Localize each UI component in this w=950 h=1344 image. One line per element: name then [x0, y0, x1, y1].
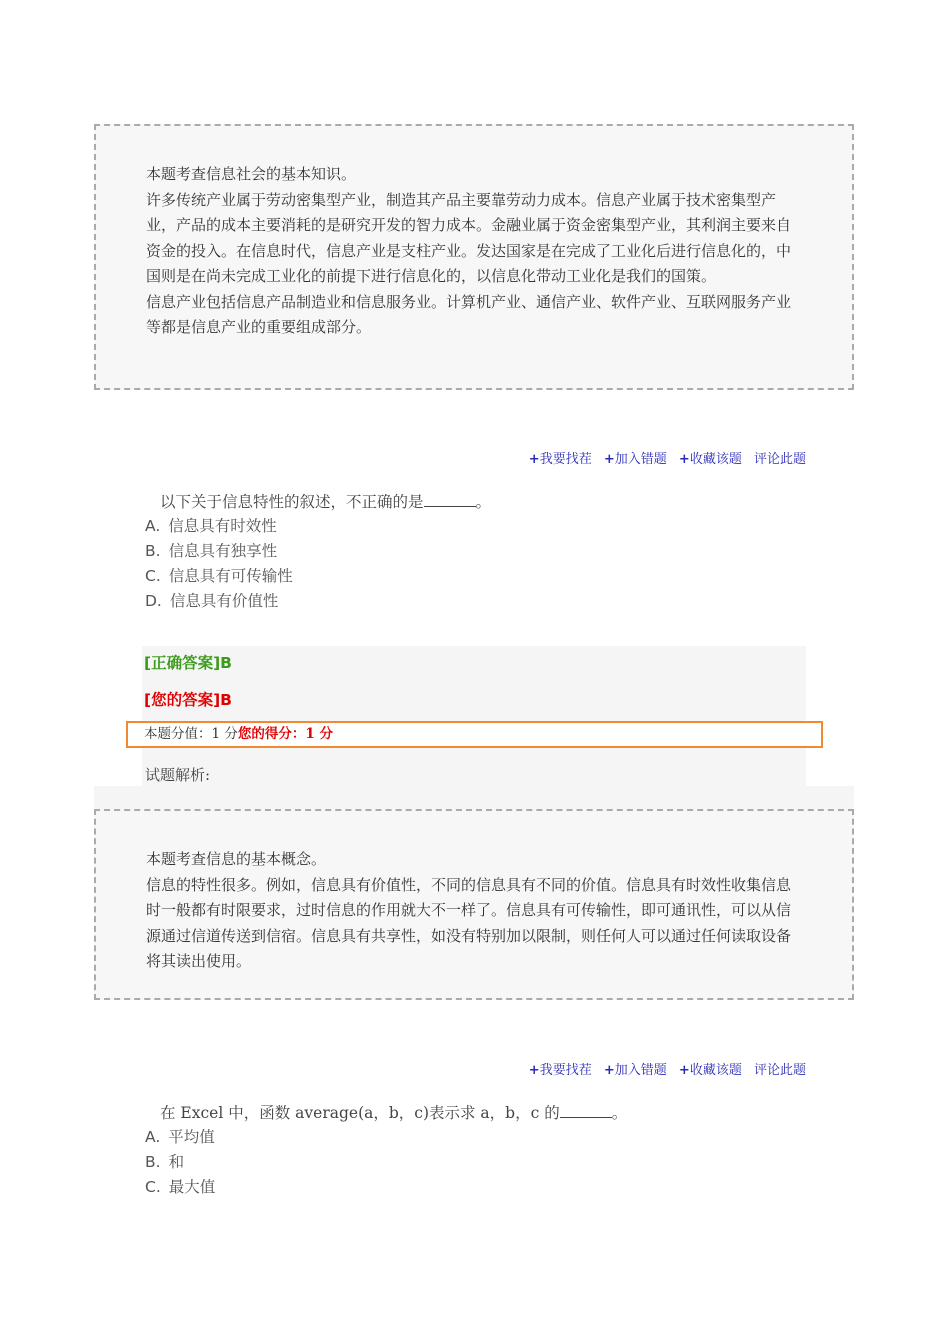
find-error-link[interactable]: +我要找茬 [528, 452, 592, 467]
answer-blank [424, 492, 476, 507]
option-a: A. 平均值 [145, 1128, 215, 1146]
option-c: C. 最大值 [145, 1178, 216, 1196]
answer-blank [560, 1103, 612, 1118]
your-score: 您的得分：1 分 [237, 726, 333, 742]
explanation-box-1 [94, 124, 854, 390]
plus-icon: + [528, 452, 540, 467]
question-stem: 在 Excel 中，函数 average(a，b，c)表示求 a，b，c 的 。 [160, 1104, 628, 1122]
plus-icon: + [678, 1063, 690, 1078]
option-d: D. 信息具有价值性 [145, 592, 279, 610]
option-a: A. 信息具有时效性 [145, 517, 277, 535]
option-b: B. 和 [145, 1153, 185, 1171]
explanation-line: 信息的特性很多。例如，信息具有价值性，不同的信息具有不同的价值。信息具有时效性收集信息时一般都有时限要求，过时信息的作用就大不一样了。信息具有可传输性，即可通讯性，可以从信源通过信道传送到信宿。信息具有共享性，如没有特别加以限制，则任何人可以通过任何读取设备将其读出使用。 [146, 875, 792, 970]
plus-icon: + [678, 452, 690, 467]
explanation-box-2 [94, 809, 854, 1000]
your-answer: [您的答案]B [144, 691, 232, 709]
favorite-link[interactable]: +收藏该题 [678, 1063, 742, 1078]
explanation-line: 许多传统产业属于劳动密集型产业，制造其产品主要靠劳动力成本。信息产业属于技术密集型产业，产品的成本主要消耗的是研究开发的智力成本。金融业属于资金密集型产业，其利润主要来自资金的投入。在信息时代，信息产业是支柱产业。发达国家是在完成了工业化后进行信息化的，中国则是在尚未完成工业化的前提下进行信息化的，以信息化带动工业化是我们的国策。 [146, 190, 792, 285]
comment-link[interactable]: 评论此题 [753, 1063, 806, 1078]
correct-answer: [正确答案]B [144, 654, 232, 672]
comment-link[interactable]: 评论此题 [753, 452, 806, 467]
answer-panel [142, 646, 806, 786]
option-c: C. 信息具有可传输性 [145, 567, 293, 585]
question-actions [521, 1059, 806, 1078]
add-wrong-link[interactable]: +加入错题 [603, 1063, 667, 1078]
add-wrong-link[interactable]: +加入错题 [603, 452, 667, 467]
favorite-link[interactable]: +收藏该题 [678, 452, 742, 467]
explanation-line: 信息产业包括信息产品制造业和信息服务业。计算机产业、通信产业、软件产业、互联网服务产业等都是信息产业的重要组成部分。 [146, 292, 792, 336]
plus-icon: + [528, 1063, 540, 1078]
score-bar [126, 721, 823, 748]
score-value: 本题分值：1 分 [144, 726, 238, 742]
option-b: B. 信息具有独享性 [145, 542, 278, 560]
analysis-divider [94, 786, 854, 810]
find-error-link[interactable]: +我要找茬 [528, 1063, 592, 1078]
plus-icon: + [603, 452, 615, 467]
analysis-label: 试题解析: [145, 766, 211, 784]
question-actions [521, 448, 806, 467]
plus-icon: + [603, 1063, 615, 1078]
explanation-line: 本题考查信息社会的基本知识。 [146, 165, 357, 183]
explanation-line: 本题考查信息的基本概念。 [146, 850, 327, 868]
question-stem: 以下关于信息特性的叙述，不正确的是 。 [160, 493, 492, 511]
